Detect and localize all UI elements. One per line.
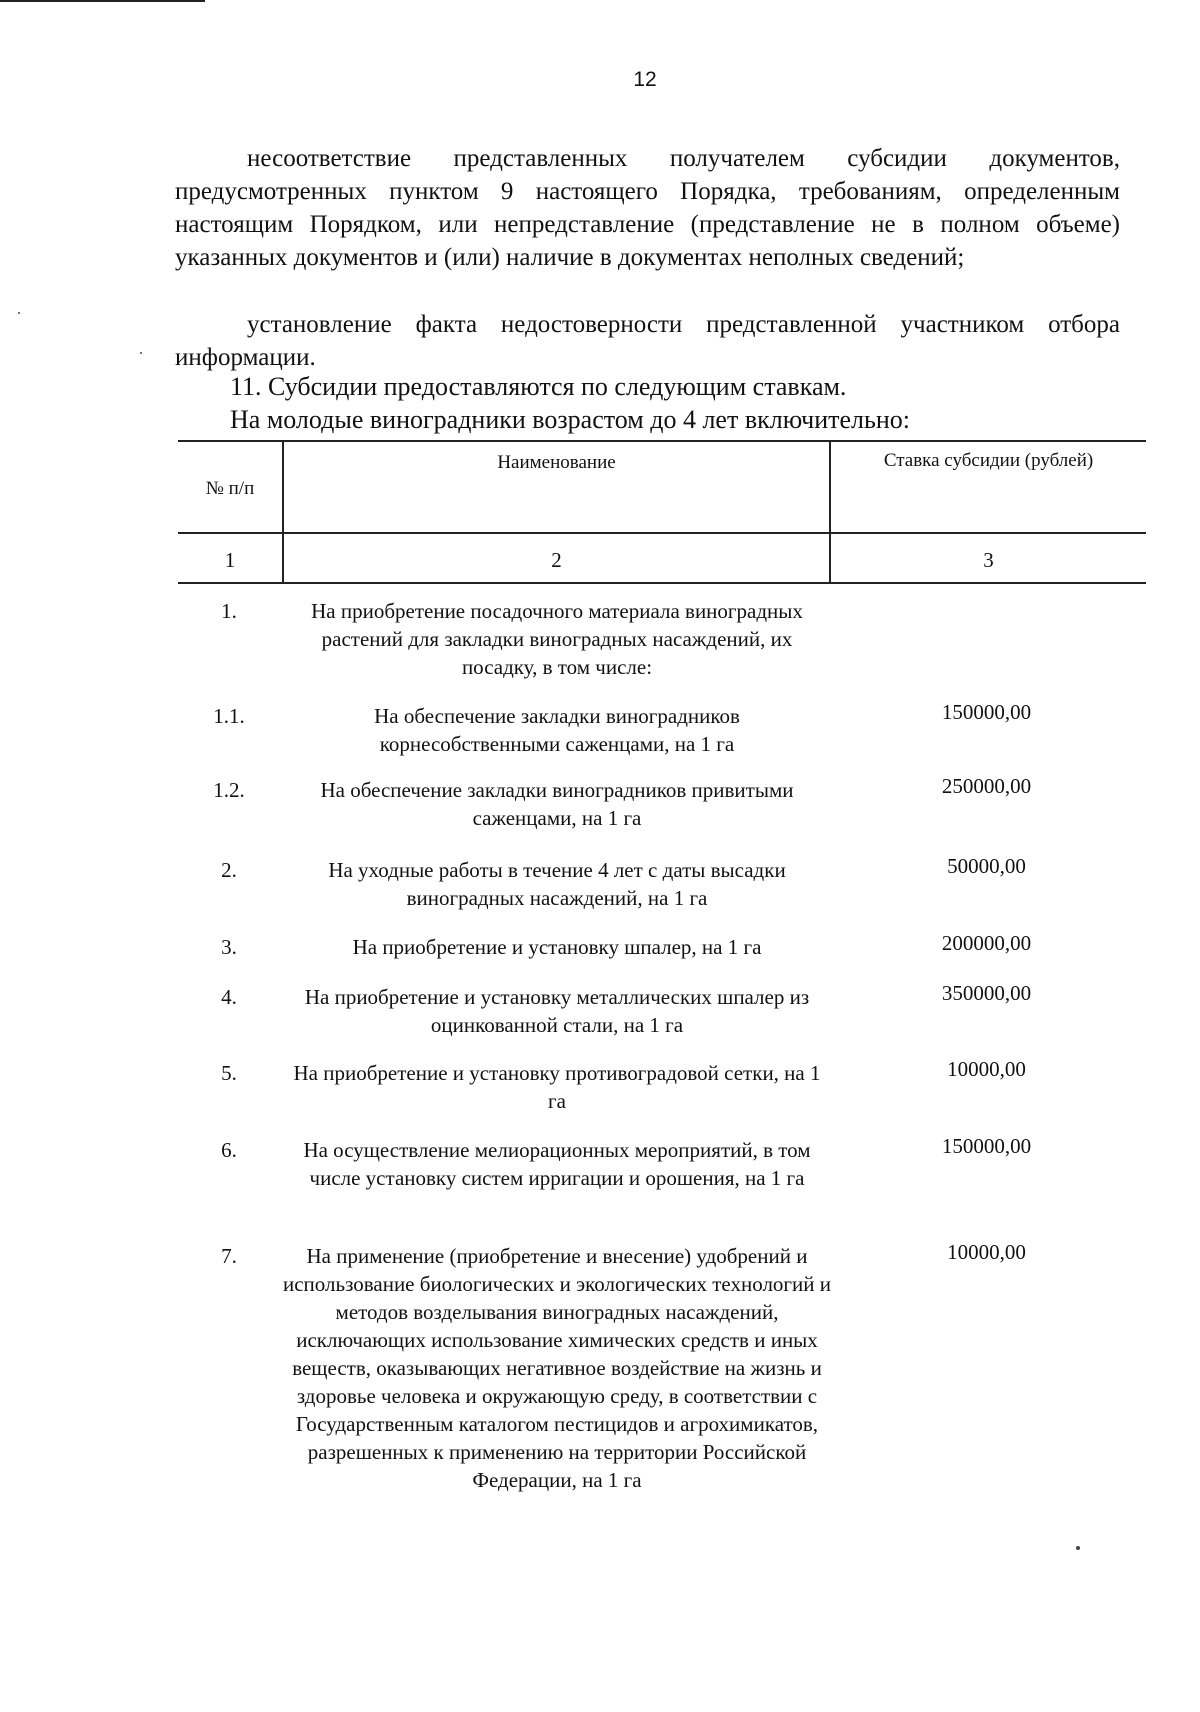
scan-speck <box>18 312 20 314</box>
row-4-name: На приобретение и установку металлических шпалер из оцинкованной стали, на 1 га <box>304 985 810 1037</box>
scan-speck <box>140 352 142 354</box>
row-4-rate: 350000,00 <box>941 981 1032 1005</box>
row-7-name: На применение (приобретение и внесение) удобрений и использование биологических и экологических технологий и методов возделывания виноградных насаждений, исключающих использование химических средств и иных веществ, оказывающих негативное воздействие на жизнь и здоровье человека и окружающую среду, в соответствии с Государственным каталогом пестицидов и агрохимикатов, разрешенных к применению на территории Российской Федерации, на 1 га <box>283 1244 831 1492</box>
row-2-rate: 50000,00 <box>947 854 1026 878</box>
scan-artifact-line <box>0 0 205 2</box>
row-3-num: 3. <box>221 935 237 959</box>
row-7-rate: 10000,00 <box>947 1240 1026 1264</box>
row-4-num: 4. <box>221 985 237 1009</box>
row-7-num: 7. <box>221 1244 237 1268</box>
young-vineyards-heading: На молодые виноградники возрастом до 4 лет включительно: <box>230 405 911 434</box>
paragraph-incomplete-documents <box>175 142 1120 274</box>
table-top-border <box>178 440 1146 442</box>
row-1-1-name: На обеспечение закладки виноградников корнесобственными саженцами, на 1 га <box>374 704 740 756</box>
page-number: 12 <box>633 68 657 91</box>
row-5-num: 5. <box>221 1061 237 1085</box>
row-1-name: На приобретение посадочного материала виноградных растений для закладки виноградных насаждений, их посадку, в том числе: <box>311 599 803 679</box>
colnum-3: 3 <box>983 548 994 572</box>
paragraph-text: установление факта недостоверности представленной участником отбора информации. <box>175 311 1120 371</box>
row-1-num: 1. <box>221 599 237 623</box>
colnum-2: 2 <box>551 548 562 572</box>
row-1-2-num: 1.2. <box>213 778 245 802</box>
row-6-rate: 150000,00 <box>941 1134 1032 1158</box>
row-6-name: На осуществление мелиорационных мероприятий, в том числе установку систем ирригации и орошения, на 1 га <box>303 1138 811 1190</box>
row-3-rate: 200000,00 <box>941 931 1032 955</box>
row-2-name: На уходные работы в течение 4 лет с даты высадки виноградных насаждений, на 1 га <box>328 858 786 910</box>
row-1-1-rate: 150000,00 <box>941 700 1032 724</box>
header-rate: Ставка субсидии (рублей) <box>883 450 1094 471</box>
row-2-num: 2. <box>221 858 237 882</box>
header-num: № п/п <box>205 478 255 499</box>
row-1-2-rate: 250000,00 <box>941 774 1032 798</box>
row-1-2-name: На обеспечение закладки виноградников привитыми саженцами, на 1 га <box>320 778 794 830</box>
table-colnum-border <box>178 582 1146 584</box>
row-6-num: 6. <box>221 1138 237 1162</box>
table-header-border <box>178 532 1146 534</box>
paragraph-text: несоответствие представленных получателем субсидии документов, предусмотренных пунктом 9 настоящего Порядка, требованиям, определенным настоящим Порядком, или непредставление (представление не в полном объеме) указанных документов и (или) наличие в документах неполных сведений; <box>175 145 1120 271</box>
scan-speck <box>1076 1546 1080 1550</box>
row-5-name: На приобретение и установку противоградовой сетки, на 1 га <box>293 1061 821 1113</box>
row-1-1-num: 1.1. <box>213 704 245 728</box>
row-5-rate: 10000,00 <box>947 1057 1026 1081</box>
colnum-1: 1 <box>224 548 236 572</box>
header-name: Наименование <box>497 452 616 473</box>
clause-11-heading: 11. Субсидии предоставляются по следующим ставкам. <box>230 372 847 401</box>
row-3-name: На приобретение и установку шпалер, на 1 га <box>352 935 762 959</box>
paragraph-false-information <box>175 308 1120 374</box>
